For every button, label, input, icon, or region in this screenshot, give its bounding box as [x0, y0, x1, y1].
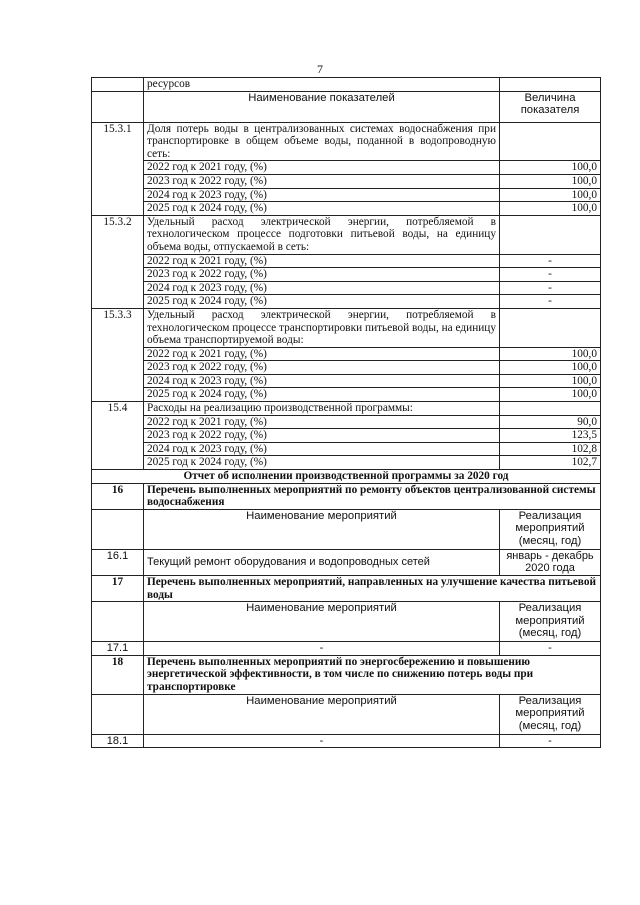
indicators-table	[91, 77, 601, 748]
block-title-row	[92, 215, 601, 254]
item-label: Текущий ремонт оборудования и водопроводных сетей	[144, 549, 500, 575]
header-activity-period: Реализация мероприятий (месяц, год)	[500, 694, 601, 734]
row-label: 2025 год к 2024 году, (%)	[144, 202, 500, 216]
header-activity-name: Наименование мероприятий	[144, 509, 500, 549]
table-row	[92, 374, 601, 388]
table-row	[92, 188, 601, 202]
row-label: 2023 год к 2022 году, (%)	[144, 361, 500, 375]
item-label: -	[144, 734, 500, 748]
section-number: 18	[92, 655, 144, 694]
table-row	[92, 161, 601, 175]
row-label: 2023 год к 2022 году, (%)	[144, 174, 500, 188]
row-value: -	[500, 254, 601, 268]
row-label: 2022 год к 2021 году, (%)	[144, 254, 500, 268]
row-value: -	[500, 268, 601, 282]
section-number: 16	[92, 483, 144, 509]
section-title: Перечень выполненных мероприятий, направленных на улучшение качества питьевой воды	[144, 576, 601, 602]
block-title: Удельный расход электрической энергии, потребляемой в технологическом процессе подготовки питьевой воды, на единицу объема воды, отпускаемой в сеть:	[144, 215, 500, 254]
row-value: 100,0	[500, 202, 601, 216]
row-label: 2025 год к 2024 году, (%)	[144, 388, 500, 402]
table-row	[92, 295, 601, 309]
row-label: 2025 год к 2024 году, (%)	[144, 295, 500, 309]
item-number: 18.1	[92, 734, 144, 748]
table-row	[92, 347, 601, 361]
section-title-row	[92, 576, 601, 602]
report-title-row	[92, 470, 601, 484]
item-label: -	[144, 642, 500, 656]
block-number: 15.3.3	[92, 308, 144, 401]
section-header-row	[92, 694, 601, 734]
table-row	[92, 549, 601, 575]
report-title: Отчет об исполнении производственной программы за 2020 год	[92, 470, 601, 484]
block-number: 15.3.2	[92, 215, 144, 308]
table-row	[92, 388, 601, 402]
section-title: Перечень выполненных мероприятий по энергосбережению и повышению энергетической эффективности, в том числе по снижению потерь воды при транспортировке	[144, 655, 601, 694]
row-value: 100,0	[500, 347, 601, 361]
table-row	[92, 268, 601, 282]
row-label: 2024 год к 2023 году, (%)	[144, 281, 500, 295]
table-row	[92, 281, 601, 295]
item-number: 17.1	[92, 642, 144, 656]
section-title-row	[92, 483, 601, 509]
section-header-row	[92, 509, 601, 549]
block-title: Удельный расход электрической энергии, потребляемой в технологическом процессе транспортировки питьевой воды, на единицу объема транспортируемой воды:	[144, 308, 500, 347]
table-row	[92, 78, 601, 92]
table-row	[92, 202, 601, 216]
row-value: 90,0	[500, 415, 601, 429]
table-row	[92, 174, 601, 188]
row-value: 100,0	[500, 174, 601, 188]
block-title-row	[92, 402, 601, 416]
row-label: 2022 год к 2021 году, (%)	[144, 161, 500, 175]
row-value: -	[500, 295, 601, 309]
block-title-row	[92, 122, 601, 161]
row-value: -	[500, 281, 601, 295]
header-indicator-value: Величина показателя	[500, 91, 601, 122]
continuation-text: ресурсов	[144, 78, 500, 92]
row-label: 2022 год к 2021 году, (%)	[144, 347, 500, 361]
page-number: 7	[317, 62, 323, 76]
section-title: Перечень выполненных мероприятий по ремонту объектов централизованной системы водоснабжения	[144, 483, 601, 509]
table-row	[92, 415, 601, 429]
item-number: 16.1	[92, 549, 144, 575]
row-value: 100,0	[500, 374, 601, 388]
table-row	[92, 442, 601, 456]
item-value: -	[500, 734, 601, 748]
row-value: 102,8	[500, 442, 601, 456]
item-value: январь - декабрь 2020 года	[500, 549, 601, 575]
table-header-row	[92, 91, 601, 122]
header-activity-period: Реализация мероприятий (месяц, год)	[500, 602, 601, 642]
row-label: 2023 год к 2022 году, (%)	[144, 429, 500, 443]
row-value: 102,7	[500, 456, 601, 470]
row-label: 2024 год к 2023 году, (%)	[144, 374, 500, 388]
table-row	[92, 254, 601, 268]
block-title: Доля потерь воды в централизованных системах водоснабжения при транспортировке в общем объеме воды, поданной в водопроводную сеть:	[144, 122, 500, 161]
block-number: 15.4	[92, 402, 144, 470]
row-label: 2022 год к 2021 году, (%)	[144, 415, 500, 429]
table-row	[92, 642, 601, 656]
header-activity-name: Наименование мероприятий	[144, 602, 500, 642]
item-value: -	[500, 642, 601, 656]
row-value: 100,0	[500, 361, 601, 375]
block-title-row	[92, 308, 601, 347]
header-activity-period: Реализация мероприятий (месяц, год)	[500, 509, 601, 549]
row-label: 2024 год к 2023 году, (%)	[144, 442, 500, 456]
table-row	[92, 456, 601, 470]
row-value: 100,0	[500, 188, 601, 202]
row-label: 2023 год к 2022 году, (%)	[144, 268, 500, 282]
row-value: 100,0	[500, 388, 601, 402]
header-indicator-name: Наименование показателей	[144, 91, 500, 122]
row-label: 2024 год к 2023 году, (%)	[144, 188, 500, 202]
block-number: 15.3.1	[92, 122, 144, 215]
table-row	[92, 429, 601, 443]
section-number: 17	[92, 576, 144, 602]
header-activity-name: Наименование мероприятий	[144, 694, 500, 734]
table-row	[92, 361, 601, 375]
row-label: 2025 год к 2024 году, (%)	[144, 456, 500, 470]
section-title-row	[92, 655, 601, 694]
table-row	[92, 734, 601, 748]
row-value: 123,5	[500, 429, 601, 443]
row-value: 100,0	[500, 161, 601, 175]
block-title: Расходы на реализацию производственной программы:	[144, 402, 500, 416]
section-header-row	[92, 602, 601, 642]
